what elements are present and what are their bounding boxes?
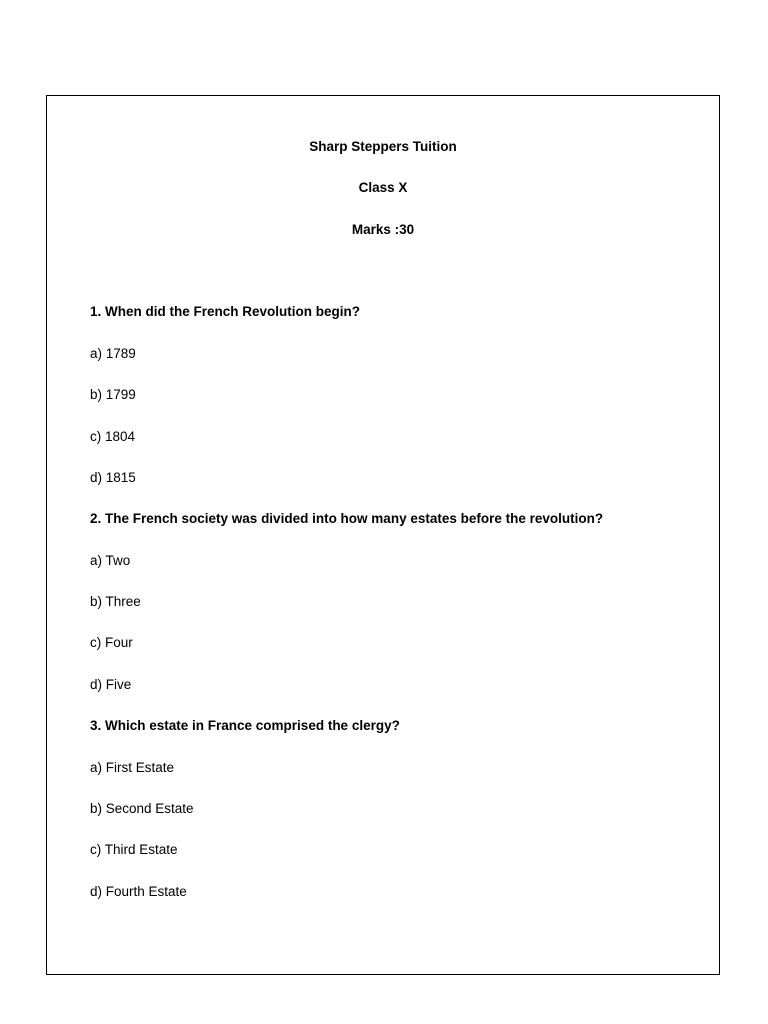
question-1: 1. When did the French Revolution begin?	[90, 304, 360, 319]
question-3-option-c: c) Third Estate	[90, 842, 178, 857]
question-2-option-a: a) Two	[90, 553, 131, 568]
question-2: 2. The French society was divided into how many estates before the revolution?	[90, 511, 604, 526]
question-paper	[46, 95, 720, 975]
question-2-option-b: b) Three	[90, 594, 141, 609]
question-3: 3. Which estate in France comprised the clergy?	[90, 718, 400, 733]
question-1-option-c: c) 1804	[90, 429, 136, 444]
institution-title: Sharp Steppers Tuition	[309, 139, 457, 154]
question-2-option-c: c) Four	[90, 635, 133, 650]
class-label: Class X	[358, 180, 408, 195]
question-3-option-a: a) First Estate	[90, 760, 175, 775]
question-1-option-a: a) 1789	[90, 346, 136, 361]
question-3-option-b: b) Second Estate	[90, 801, 194, 816]
question-3-option-d: d) Fourth Estate	[90, 884, 187, 899]
marks-label: Marks :30	[351, 222, 415, 237]
question-1-option-b: b) 1799	[90, 387, 136, 402]
question-1-option-d: d) 1815	[90, 470, 136, 485]
question-2-option-d: d) Five	[90, 677, 132, 692]
